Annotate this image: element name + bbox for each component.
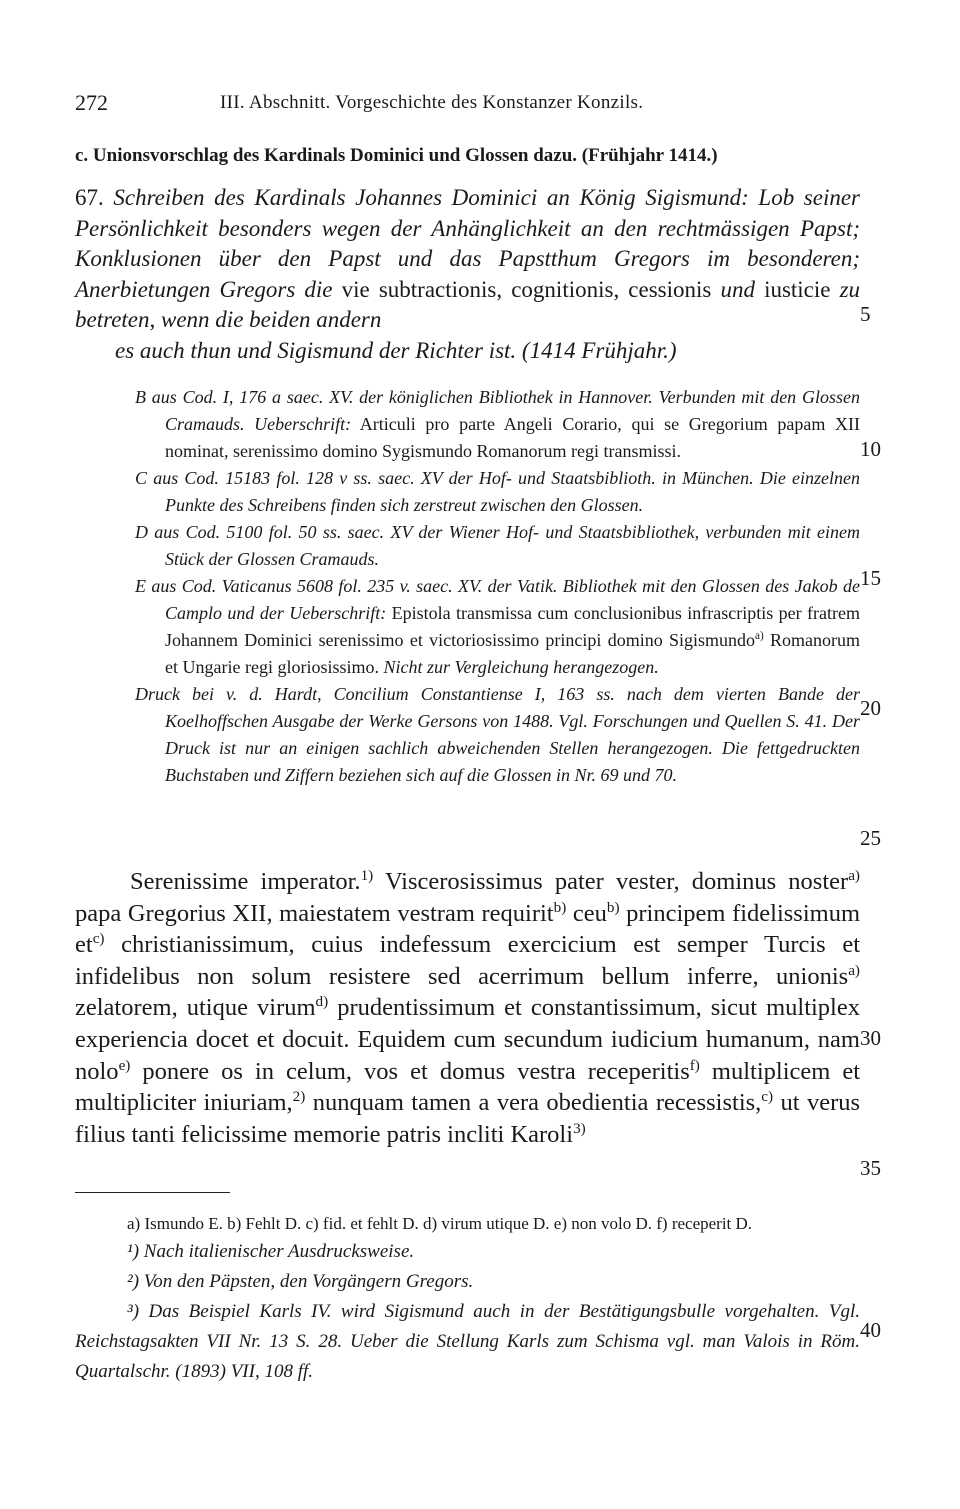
line-number: 10	[860, 437, 881, 461]
footnote-1: ¹) Nach italienischer Ausdrucksweise.	[127, 1241, 415, 1262]
regest-italic-end: zu betreten, wenn die beiden andern	[75, 276, 861, 332]
section-heading: c. Unionsvorschlag des Kardinals Dominici und Glossen dazu. (Frühjahr 1414.)	[75, 145, 718, 166]
source-e-roman-2: Romanorum et Ungarie regi gloriosissimo.	[165, 630, 861, 677]
footnote-ref: b)	[606, 898, 620, 916]
source-b-roman: Articuli pro parte Angeli Corario, qui se Gregorium papam XII nominat, serenissimo domino Sygismundo Romanorum regi transmissi.	[165, 414, 860, 461]
regest-roman-1: vie subtractionis,	[341, 276, 503, 302]
text-segment: Viscerosissimus pater vester, dominus noster	[384, 868, 849, 895]
footnote-ref: f)	[689, 1056, 700, 1074]
page	[75, 0, 881, 1509]
footnote-3: ³) Das Beispiel Karls IV. wird Sigismund auch in der Bestätigungsbulle vorgehalten. Vgl. Reichstagsakten VII Nr. 13 S. 28. Ueber die Stellung Karls zum Schisma vgl. man Valois in Röm. Quartalschr. (1893) VII, 108 ff.	[75, 1301, 860, 1382]
footnote-ref: a)	[848, 961, 860, 979]
footnote-ref: 2)	[292, 1088, 306, 1105]
text-segment: Serenissime imperator.	[130, 868, 361, 895]
source-apparatus	[105, 384, 860, 789]
footnote-ref: c)	[761, 1088, 774, 1105]
regest-roman-3: iusticie	[764, 276, 831, 302]
footnote-rule	[75, 1192, 230, 1193]
footnote-ref: a)	[848, 866, 860, 884]
text-segment: ponere os in celum, vos et domus vestra receperitis	[142, 1057, 690, 1085]
text-segment: prudentissimum et constantissimum, sicut multiplex experiencia docet et docuit. Equidem cum secundum iudicium humanum, nam nolo	[75, 994, 860, 1085]
footnotes	[75, 1210, 860, 1387]
regest-italic: Schreiben des Kardinals Johannes Dominici an König Sigismund: Lob seiner Persönlichkeit besonders wegen der Anhänglichkeit an den rechtmässigen Papst; Konklusionen über den Papst und das Papstthum Gregors im besonderen; Anerbietungen Gregors die	[75, 185, 861, 302]
document-number: 67.	[75, 185, 104, 210]
text-segment: zelatorem, utique virum	[75, 994, 316, 1022]
source-entry-druck: Druck bei v. d. Hardt, Concilium Constantiense I, 163 ss. nach dem vierten Bande der Koelhoffschen Ausgabe der Werke Gersons von 1488. Vgl. Forschungen und Quellen S. 41. Der Druck ist nur an einigen sachlich abweichenden Stellen herangezogen. Die fettgedruckten Buchstaben und Ziffern beziehen sich auf die Glossen in Nr. 69 und 70.	[135, 684, 860, 785]
text-segment: papa Gregorius XII, maiestatem vestram requirit	[75, 899, 554, 927]
text-segment: multiplicem et multipliciter iniuriam,	[75, 1057, 861, 1117]
line-number: 25	[860, 826, 881, 850]
source-e-italic: E aus Cod. Vaticanus 5608 fol. 235 v. saec. XV. der Vatik. Bibliothek mit den Glossen des Jakob de Camplo und der Ueberschrift:	[135, 576, 860, 623]
regest	[75, 183, 860, 366]
footnote-ref: 1)	[360, 866, 374, 884]
regest-roman-2: cognitionis, cessionis	[511, 276, 712, 302]
footnote-ref: e)	[118, 1056, 131, 1074]
regest-italic-und: und	[720, 276, 755, 302]
source-e-italic-2: Nicht zur Vergleichung herangezogen.	[383, 657, 659, 677]
text-segment: christianissimum, cuius indefessum exercicium est semper Turcis et infidelibus non solum resistere sed acerrimum bellum inferre, unionis	[75, 931, 861, 990]
source-entry-e	[105, 573, 860, 681]
source-entry-c: C aus Cod. 15183 fol. 128 v ss. saec. XV der Hof- und Staatsbiblioth. in München. Die einzelnen Punkte des Schreibens finden sich zerstreut zwischen den Glossen.	[135, 468, 860, 515]
source-e-roman-1: Epistola transmissa cum conclusionibus infrascriptis per fratrem Johannem Dominici serenissimo et victoriosissimo principi domino Sigismundo	[165, 603, 861, 650]
footnote-2: ²) Von den Päpsten, den Vorgängern Gregors.	[127, 1271, 474, 1292]
text-segment: nunquam tamen a vera obedientia recessistis,	[312, 1089, 762, 1117]
source-entry-b	[105, 384, 860, 465]
text-segment: principem fidelissimum et	[75, 899, 861, 959]
page-header	[75, 90, 860, 120]
text-segment: ceu	[572, 899, 607, 927]
page-number: 272	[75, 90, 108, 115]
source-e-sup: a)	[755, 630, 764, 642]
text-segment: ut verus filius tanti felicissime memorie patris incliti Karoli	[75, 1089, 861, 1148]
regest-last-line: es auch thun und Sigismund der Richter ist. (1414 Frühjahr.)	[115, 337, 677, 363]
source-entry-d: D aus Cod. 5100 fol. 50 ss. saec. XV der Wiener Hof- und Staatsbibliothek, verbunden mit einem Stück der Glossen Cramauds.	[135, 522, 860, 569]
running-title: III. Abschnitt. Vorgeschichte des Konstanzer Konzils.	[220, 92, 644, 113]
footnote-ref: c)	[92, 930, 105, 948]
footnote-ref: b)	[553, 898, 567, 916]
line-number: 30	[860, 1026, 881, 1050]
line-number: 35	[860, 1156, 881, 1180]
footnote-ref: 3)	[573, 1119, 586, 1137]
footnote-ref: d)	[315, 993, 329, 1011]
source-b-italic: B aus Cod. I, 176 a saec. XV. der königlichen Bibliothek in Hannover. Verbunden mit den Glossen Cramauds. Ueberschrift:	[135, 387, 860, 434]
line-number: 5	[860, 302, 871, 326]
variant-notes: a) Ismundo E. b) Fehlt D. c) fid. et fehlt D. d) virum utique D. e) non volo D. f) receperit D.	[127, 1214, 753, 1233]
line-number: 40	[860, 1318, 881, 1342]
line-number: 15	[860, 566, 881, 590]
main-text	[75, 866, 860, 1150]
line-number: 20	[860, 696, 881, 720]
